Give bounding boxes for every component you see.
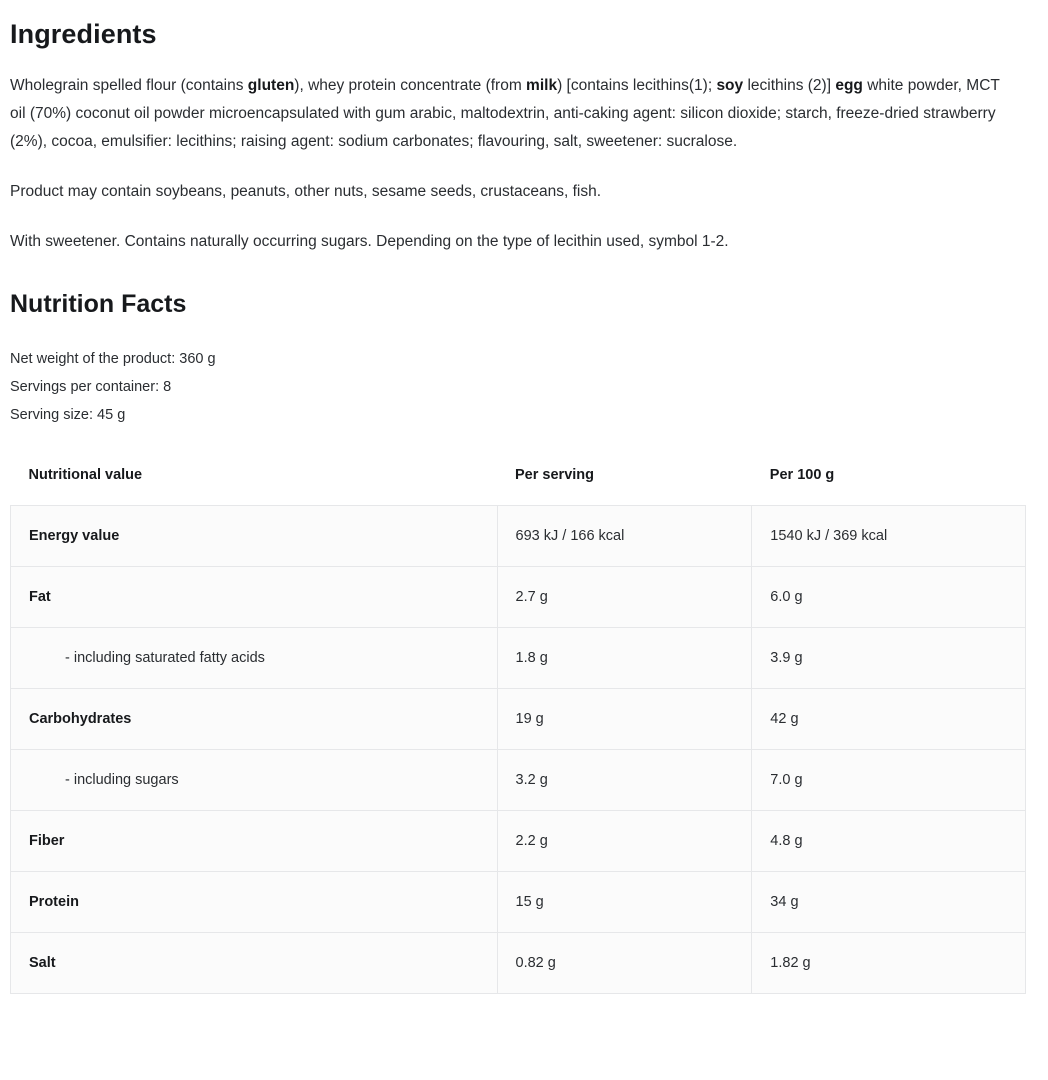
table-row	[11, 872, 1026, 933]
ingredients-paragraph	[10, 228, 1010, 256]
allergen-term: gluten	[247, 77, 295, 95]
per-serving-cell: 15 g	[497, 872, 752, 933]
text-fragment: ), whey protein concentrate (from	[294, 77, 527, 95]
text-fragment: Wholegrain spelled flour (contains	[10, 77, 248, 95]
table-row	[11, 750, 1026, 811]
nutrient-label-cell: Carbohydrates	[11, 689, 498, 750]
table-row	[11, 933, 1026, 994]
table-header-row	[11, 455, 1026, 506]
ingredients-paragraph	[10, 72, 1010, 156]
text-fragment: ) [contains lecithins(1);	[557, 77, 717, 95]
per-serving-cell: 19 g	[497, 689, 752, 750]
column-header-nutritional-value: Nutritional value	[11, 455, 498, 506]
servings-per-container-line: Servings per container: 8	[10, 379, 172, 396]
allergen-term: milk	[526, 77, 558, 95]
nutrient-label-cell: Protein	[11, 872, 498, 933]
per-serving-cell: 3.2 g	[497, 750, 752, 811]
text-fragment: With sweetener. Contains naturally occurring sugars. Depending on the type of lecithin used, symbol 1-2.	[10, 233, 729, 251]
table-row	[11, 506, 1026, 567]
table-row	[11, 689, 1026, 750]
per-100g-cell: 1.82 g	[752, 933, 1026, 994]
column-header-per-100g: Per 100 g	[752, 455, 1026, 506]
per-serving-cell: 693 kJ / 166 kcal	[497, 506, 752, 567]
nutrient-label-cell: Energy value	[11, 506, 498, 567]
per-100g-cell: 6.0 g	[752, 567, 1026, 628]
per-serving-cell: 1.8 g	[497, 628, 752, 689]
text-fragment: white powder, MCT oil (70%) coconut oil powder microencapsulated with gum arabic, maltodextrin, anti-caking agent: silicon dioxide; starch, freeze-dried strawberry (2%), cocoa, emulsifier: lecithins; raising agent: sodium carbonates; flavouring, salt, sweetener: sucralose.	[10, 77, 1000, 151]
per-100g-cell: 34 g	[752, 872, 1026, 933]
allergen-term: egg	[835, 77, 863, 95]
text-fragment: lecithins (2)]	[743, 77, 836, 95]
column-header-per-serving: Per serving	[497, 455, 752, 506]
allergen-term: soy	[716, 77, 744, 95]
nutrient-label-cell: Fiber	[11, 811, 498, 872]
nutrient-label-cell: Salt	[11, 933, 498, 994]
table-row	[11, 567, 1026, 628]
ingredients-paragraph	[10, 178, 1010, 206]
ingredients-body	[10, 72, 1026, 256]
nutrient-label-cell: - including sugars	[11, 750, 498, 811]
nutrient-label-cell: - including saturated fatty acids	[11, 628, 498, 689]
ingredients-heading: Ingredients	[10, 19, 157, 49]
table-row	[11, 628, 1026, 689]
serving-size-line: Serving size: 45 g	[10, 407, 126, 424]
nutrition-table-head	[11, 455, 1026, 506]
per-100g-cell: 7.0 g	[752, 750, 1026, 811]
per-serving-cell: 2.7 g	[497, 567, 752, 628]
per-100g-cell: 4.8 g	[752, 811, 1026, 872]
nutrition-table-body	[11, 506, 1026, 994]
per-100g-cell: 42 g	[752, 689, 1026, 750]
nutrient-label-cell: Fat	[11, 567, 498, 628]
per-100g-cell: 1540 kJ / 369 kcal	[752, 506, 1026, 567]
text-fragment: Product may contain soybeans, peanuts, other nuts, sesame seeds, crustaceans, fish.	[10, 183, 602, 201]
nutrition-facts-heading: Nutrition Facts	[10, 290, 187, 319]
nutrition-table	[10, 455, 1026, 994]
net-weight-line: Net weight of the product: 360 g	[10, 351, 216, 368]
per-100g-cell: 3.9 g	[752, 628, 1026, 689]
per-serving-cell: 0.82 g	[497, 933, 752, 994]
table-row	[11, 811, 1026, 872]
per-serving-cell: 2.2 g	[497, 811, 752, 872]
